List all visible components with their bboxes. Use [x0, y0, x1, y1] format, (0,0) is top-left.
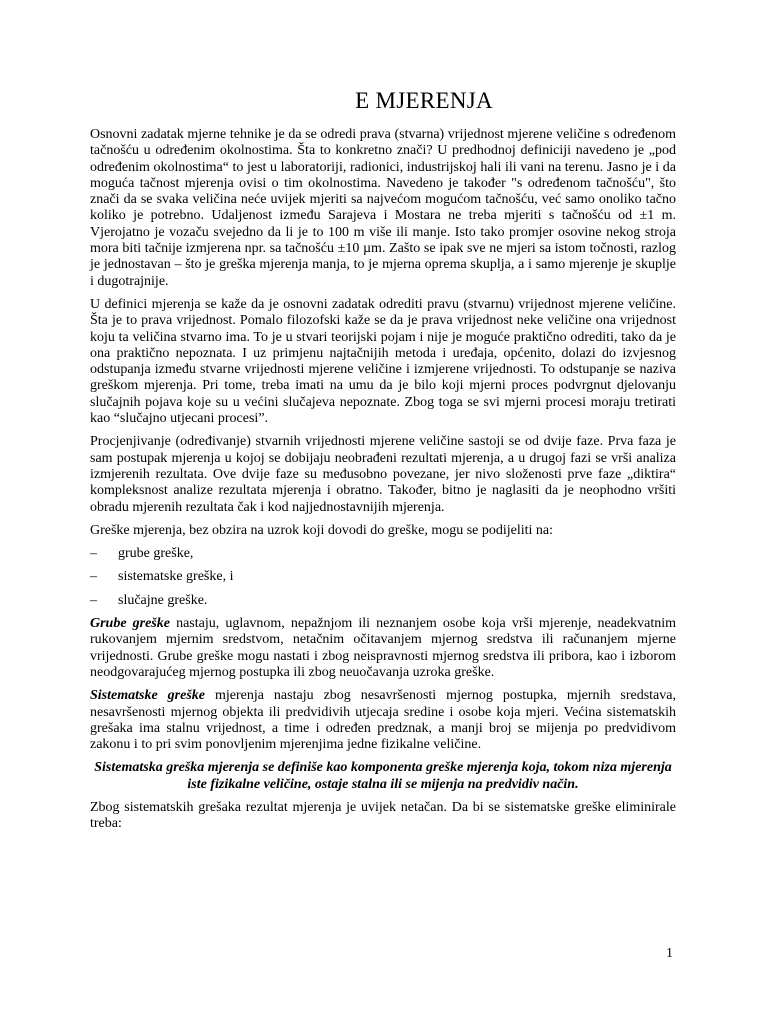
list-item-text: slučajne greške. [118, 592, 208, 608]
systematic-error-definition: Sistematska greška mjerenja se definiše kao komponenta greške mjerenja koja, tokom niza mjerenja iste fizikalne veličine, ostaje stalna ili se mijenja na predvidiv način. [94, 760, 672, 792]
paragraph-systematic-errors [90, 688, 676, 753]
paragraph-elimination: Zbog sistematskih grešaka rezultat mjerenja je uvijek netačan. Da bi se sistematske greške eliminirale treba: [90, 799, 676, 832]
list-dash: – [90, 569, 97, 585]
document-body [90, 127, 676, 840]
list-item [90, 546, 676, 562]
list-dash: – [90, 546, 97, 562]
list-item-text: sistematske greške, i [118, 569, 234, 585]
systematic-errors-text: mjerenja nastaju zbog nesavršenosti mjernog postupka, mjernih sredstava, nesavršenosti mjernog objekta ili predvidivih utjecaja sredine i osobe koja mjeri. Većina sistematskih grešaka ima stalnu vrijednost, a time i određen predznak, a manji broj se mijenja po predvidivom zakonu i to pri svim ponovljenim mjerenjima jedne fizikalne veličine. [90, 688, 676, 753]
gross-errors-text: nastaju, uglavnom, nepažnjom ili neznanjem osobe koja vrši mjerenje, neadekvatnim rukovanjem mjernim sredstvom, netačnim očitavanjem mjernog sredstva ili računanjem mjerne vrijednosti. Grube greške mogu nastati i zbog neispravnosti mjernog sredstva ili pribora, kao i izborom neodgovarajućeg mjernog postupka ili zbog neuočavanja uzroka greške. [90, 616, 677, 680]
page-number: 1 [666, 946, 673, 961]
list-item [90, 569, 676, 585]
term-systematic-errors: Sistematske greške [90, 688, 205, 704]
list-item-text: grube greške, [118, 546, 194, 562]
paragraph-intro: Osnovni zadatak mjerne tehnike je da se odredi prava (stvarna) vrijednost mjerene veličine s određenom tačnošću u određenim okolnostima. Šta to konkretno znači? U predhodnoj definiciji navedeno je „pod određenim okolnostima“ to jest u laboratoriji, radionici, industrijskoj hali ili vani na terenu. Jasno je i da moguća tačnost mjerenja ovisi o tim okolnostima. Navedeno je također "s određenom tačnošću", što znači da se svaka veličina neće uvijek mjeriti sa najvećom mogućom tačnošću, već samo onoliko tačno koliko je potrebno. Udaljenost između Sarajeva i Mostara ne treba mjeriti s tačnošću od ±1 m. Vjerojatno je vozaču svejedno da li je to 100 m više ili manje. Isto tako promjer osovine nekog stroja mora biti tačnije izmjerena npr. sa tačnošću ±10 µm. Zašto se ipak sve ne mjeri sa istom točnosti, razlog je jednostavan – što je greška mjerenja manja, to je mjerna oprema skuplja, a i samo mjerenje je skuplje i dugotrajnije. [90, 127, 676, 289]
paragraph-estimation: Procjenjivanje (određivanje) stvarnih vrijednosti mjerene veličine sastoji se od dvije faze. Prva faza je sam postupak mjerenja u kojoj se dobijaju neobrađeni rezultati mjerenja, a u drugoj fazi se vrši analiza izmjerenih rezultata. Ove dvije faze su međusobno povezane, jer nivo složenosti prve faze „diktira“ kompleksnost analize rezultata mjerenja i obratno. Također, bitno je naglasiti da je neophodno vršiti obradu mjerenih rezultata čak i kod najjednostavnijih mjerenja. [90, 434, 676, 515]
paragraph-gross-errors [90, 616, 676, 681]
list-item [90, 593, 676, 609]
page-title: E MJERENJA [355, 88, 493, 113]
paragraph-definition: U definici mjerenja se kaže da je osnovni zadatak odrediti pravu (stvarnu) vrijednost mjerene veličine. Šta je to prava vrijednost. Pomalo filozofski kaže se da je prava vrijednost neke veličine ona vrijednost koju ta veličina stvarno ima. To je u stvari teorijski pojam i nije je moguće praktično odrediti, tako da je ona praktično nepoznata. I uz primjenu najtačnijih metoda i uređaja, općenito, dolazi do izvjesnog odstupanja između stvarne vrijednosti mjerene veličine i izmjerene vrijednosti. To odstupanje se naziva greškom mjerenja. Pri tome, treba imati na umu da je bilo koji mjerni proces podvrgnut djelovanju slučajnih pojava koje su u većini slučajeva nepoznate. Zbog toga se svi mjerni procesi moraju tretirati kao “slučajno utjecani procesi”. [90, 296, 676, 427]
list-dash: – [90, 592, 97, 608]
term-gross-errors: Grube greške [90, 616, 170, 632]
error-types-list [90, 546, 676, 609]
paragraph-error-types: Greške mjerenja, bez obzira na uzrok koji dovodi do greške, mogu se podijeliti na: [90, 522, 554, 538]
